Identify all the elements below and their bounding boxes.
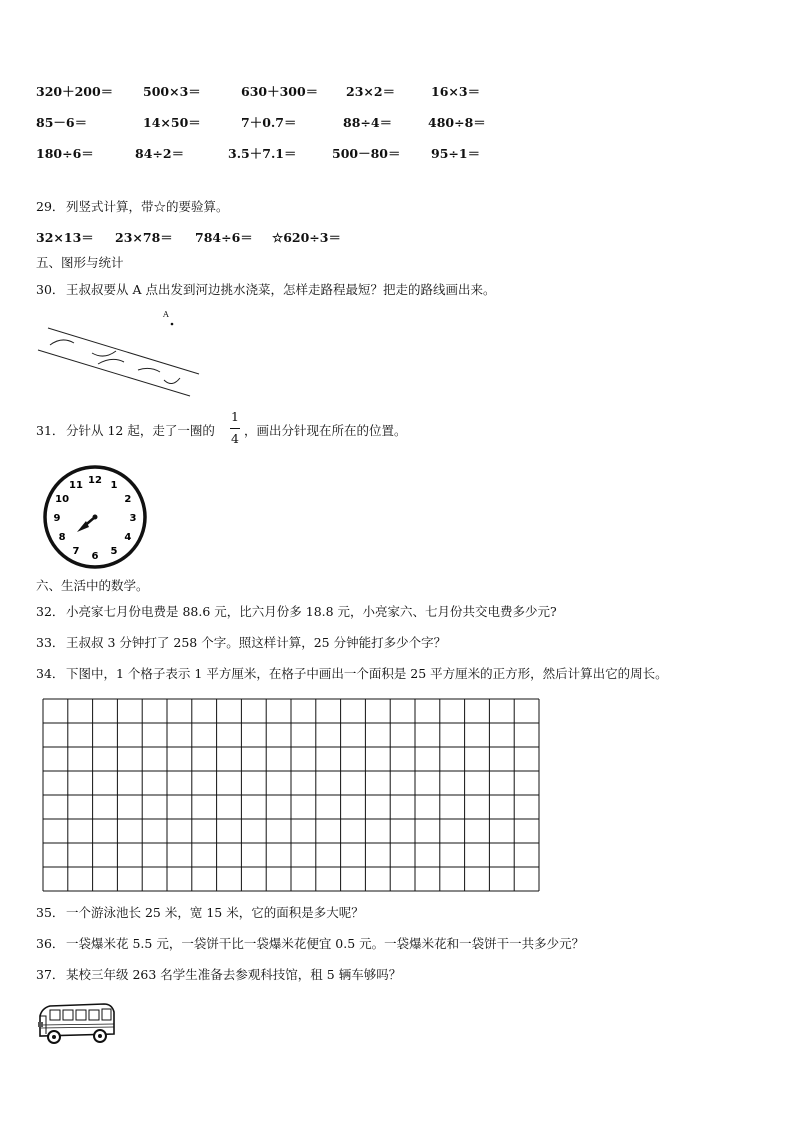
calc-item: 85－6＝	[36, 115, 88, 130]
q31-number: 31．	[36, 423, 65, 438]
calc-item: 88÷4＝	[343, 115, 393, 130]
q37-text: 某校三年级 263 名学生准备去参观科技馆，租 5 辆车够吗？	[66, 967, 402, 982]
clock-number: 10	[55, 494, 70, 505]
q29-item: 784÷6＝	[195, 230, 253, 245]
q33-number: 33．	[36, 635, 65, 650]
calc-item: 320＋200＝	[36, 84, 114, 99]
calc-item: 14×50＝	[143, 115, 201, 130]
q34-number: 34．	[36, 666, 65, 681]
clock-number: 12	[88, 475, 102, 486]
clock-number: 9	[53, 513, 61, 524]
clock-face	[40, 462, 150, 572]
calc-item: 3.5＋7.1＝	[228, 146, 297, 161]
river-bank-bottom	[38, 350, 190, 396]
q29-item: ☆620÷3＝	[272, 230, 341, 245]
calc-item: 500－80＝	[332, 146, 401, 161]
fraction-bar	[230, 428, 240, 429]
point-a	[171, 323, 174, 326]
point-a-label: A	[163, 310, 169, 319]
q36-number: 36．	[36, 936, 65, 951]
calc-item: 180÷6＝	[36, 146, 94, 161]
calc-item: 7＋0.7＝	[241, 115, 297, 130]
calc-item: 95÷1＝	[431, 146, 481, 161]
section-title: 六、生活中的数学。	[36, 578, 149, 593]
calc-item: 84÷2＝	[135, 146, 185, 161]
q29-number: 29．	[36, 199, 65, 214]
calc-item: 500×3＝	[143, 84, 201, 99]
clock-number: 11	[69, 480, 83, 492]
water-wave	[164, 378, 180, 384]
clock-number: 8	[58, 532, 66, 543]
q29-item: 23×78＝	[115, 230, 173, 245]
water-wave	[92, 351, 116, 356]
clock-number: 3	[129, 513, 137, 524]
q34-text: 下图中，1 个格子表示 1 平方厘米，在格子中画出一个面积是 25 平方厘米的正方形，然后计算出它的周长。	[66, 666, 668, 681]
fraction-denominator: 4	[231, 431, 239, 446]
calc-item: 23×2＝	[346, 84, 396, 99]
q29-item: 32×13＝	[36, 230, 94, 245]
q31-text: 分针从 12 起，走了一圈的	[66, 423, 215, 438]
q33-text: 王叔叔 3 分钟打了 258 个字。照这样计算，25 分钟能打多少个字？	[66, 635, 447, 650]
river-bank-top	[48, 328, 199, 374]
q29-text: 列竖式计算，带☆的要验算。	[66, 199, 229, 214]
q32-text: 小亮家七月份电费是 88.6 元，比六月份多 18.8 元，小亮家六、七月份共交电费多少元?	[66, 604, 557, 619]
water-wave	[98, 359, 124, 364]
clock-number: 2	[124, 494, 132, 505]
clock-number: 1	[110, 480, 118, 492]
river-figure	[0, 0, 794, 420]
section-title: 五、图形与统计	[36, 255, 124, 270]
clock-number: 7	[72, 545, 80, 557]
clock-center	[93, 515, 98, 520]
q30-text: 王叔叔要从 A 点出发到河边挑水浇菜，怎样走路程最短？把走的路线画出来。	[66, 282, 496, 297]
q36-text: 一袋爆米花 5.5 元，一袋饼干比一袋爆米花便宜 0.5 元。一袋爆米花和一袋饼干一共多少元？	[66, 936, 585, 951]
water-wave	[50, 340, 74, 345]
clock-number: 6	[91, 551, 99, 562]
calc-item: 630＋300＝	[241, 84, 319, 99]
clock-number: 4	[124, 532, 132, 543]
calc-item: 480÷8＝	[428, 115, 486, 130]
q31-text-after: ，画出分针现在所在的位置。	[244, 423, 407, 438]
square-grid[interactable]	[42, 698, 540, 892]
clock-number: 5	[110, 545, 118, 557]
calc-item: 16×3＝	[431, 84, 481, 99]
water-wave	[138, 368, 160, 372]
q37-number: 37．	[36, 967, 65, 982]
q30-number: 30．	[36, 282, 65, 297]
fraction-numerator: 1	[231, 409, 239, 424]
q32-number: 32．	[36, 604, 65, 619]
bus-icon	[36, 1000, 118, 1046]
q35-number: 35．	[36, 905, 65, 920]
q35-text: 一个游泳池长 25 米，宽 15 米，它的面积是多大呢？	[66, 905, 364, 920]
